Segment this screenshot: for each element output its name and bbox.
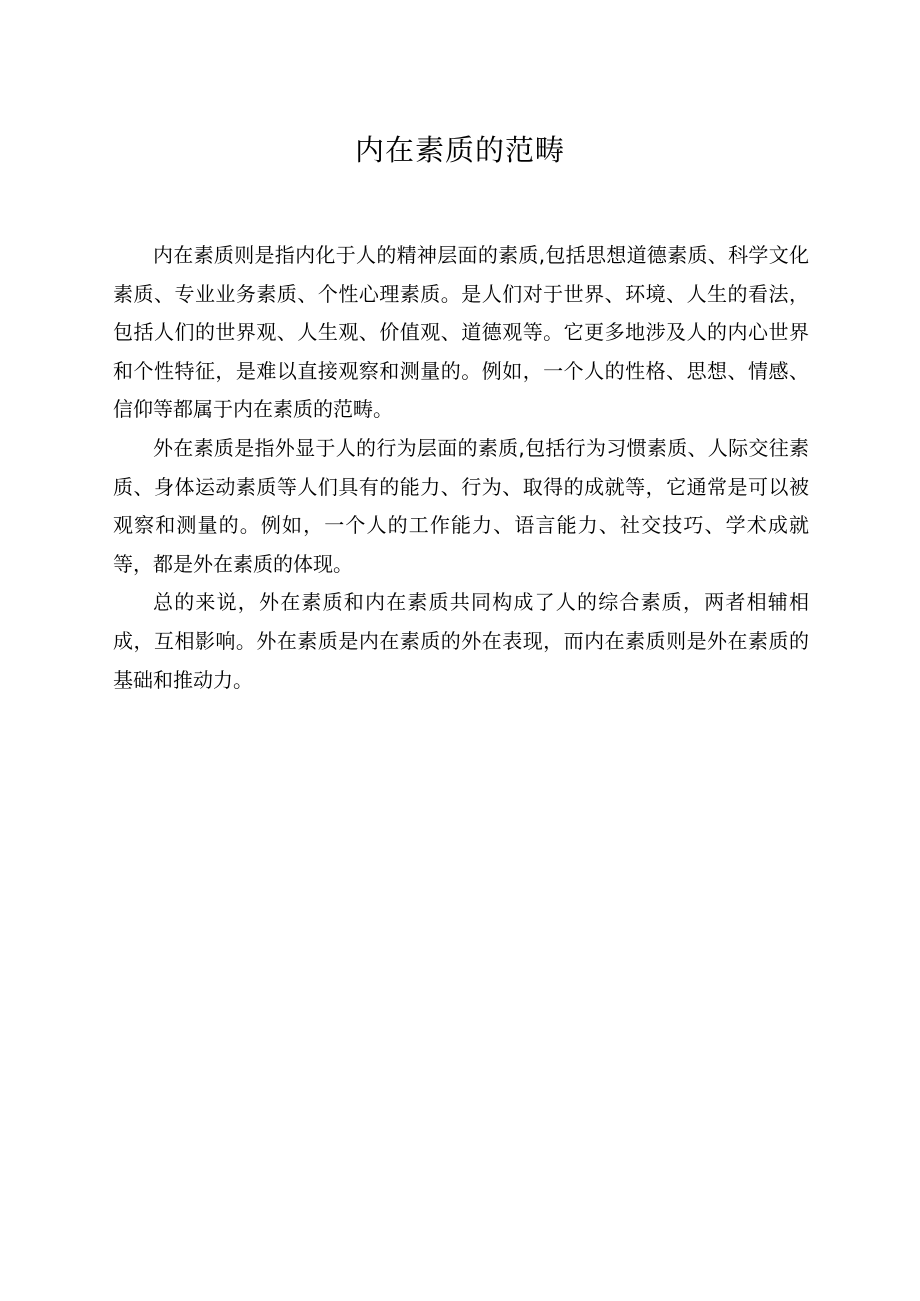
paragraph-inner-quality: 内在素质则是指内化于人的精神层面的素质,包括思想道德素质、科学文化素质、专业业务素质、个性心理素质。是人们对于世界、环境、人生的看法，包括人们的世界观、人生观、价值观、道德观等。它更多地涉及人的内心世界和个性特征，是难以直接观察和测量的。例如，一个人的性格、思想、情感、信仰等都属于内在素质的范畴。 <box>113 243 809 422</box>
document-title: 内在素质的范畴 <box>354 133 565 167</box>
paragraph-outer-quality: 外在素质是指外显于人的行为层面的素质,包括行为习惯素质、人际交往素质、身体运动素质等人们具有的能力、行为、取得的成就等，它通常是可以被观察和测量的。例如，一个人的工作能力、语言能力、社交技巧、学术成就等，都是外在素质的体现。 <box>113 435 809 576</box>
document-body <box>113 236 809 699</box>
paragraph-summary: 总的来说，外在素质和内在素质共同构成了人的综合素质，两者相辅相成，互相影响。外在素质是内在素质的外在表现，而内在素质则是外在素质的基础和推动力。 <box>113 590 809 692</box>
